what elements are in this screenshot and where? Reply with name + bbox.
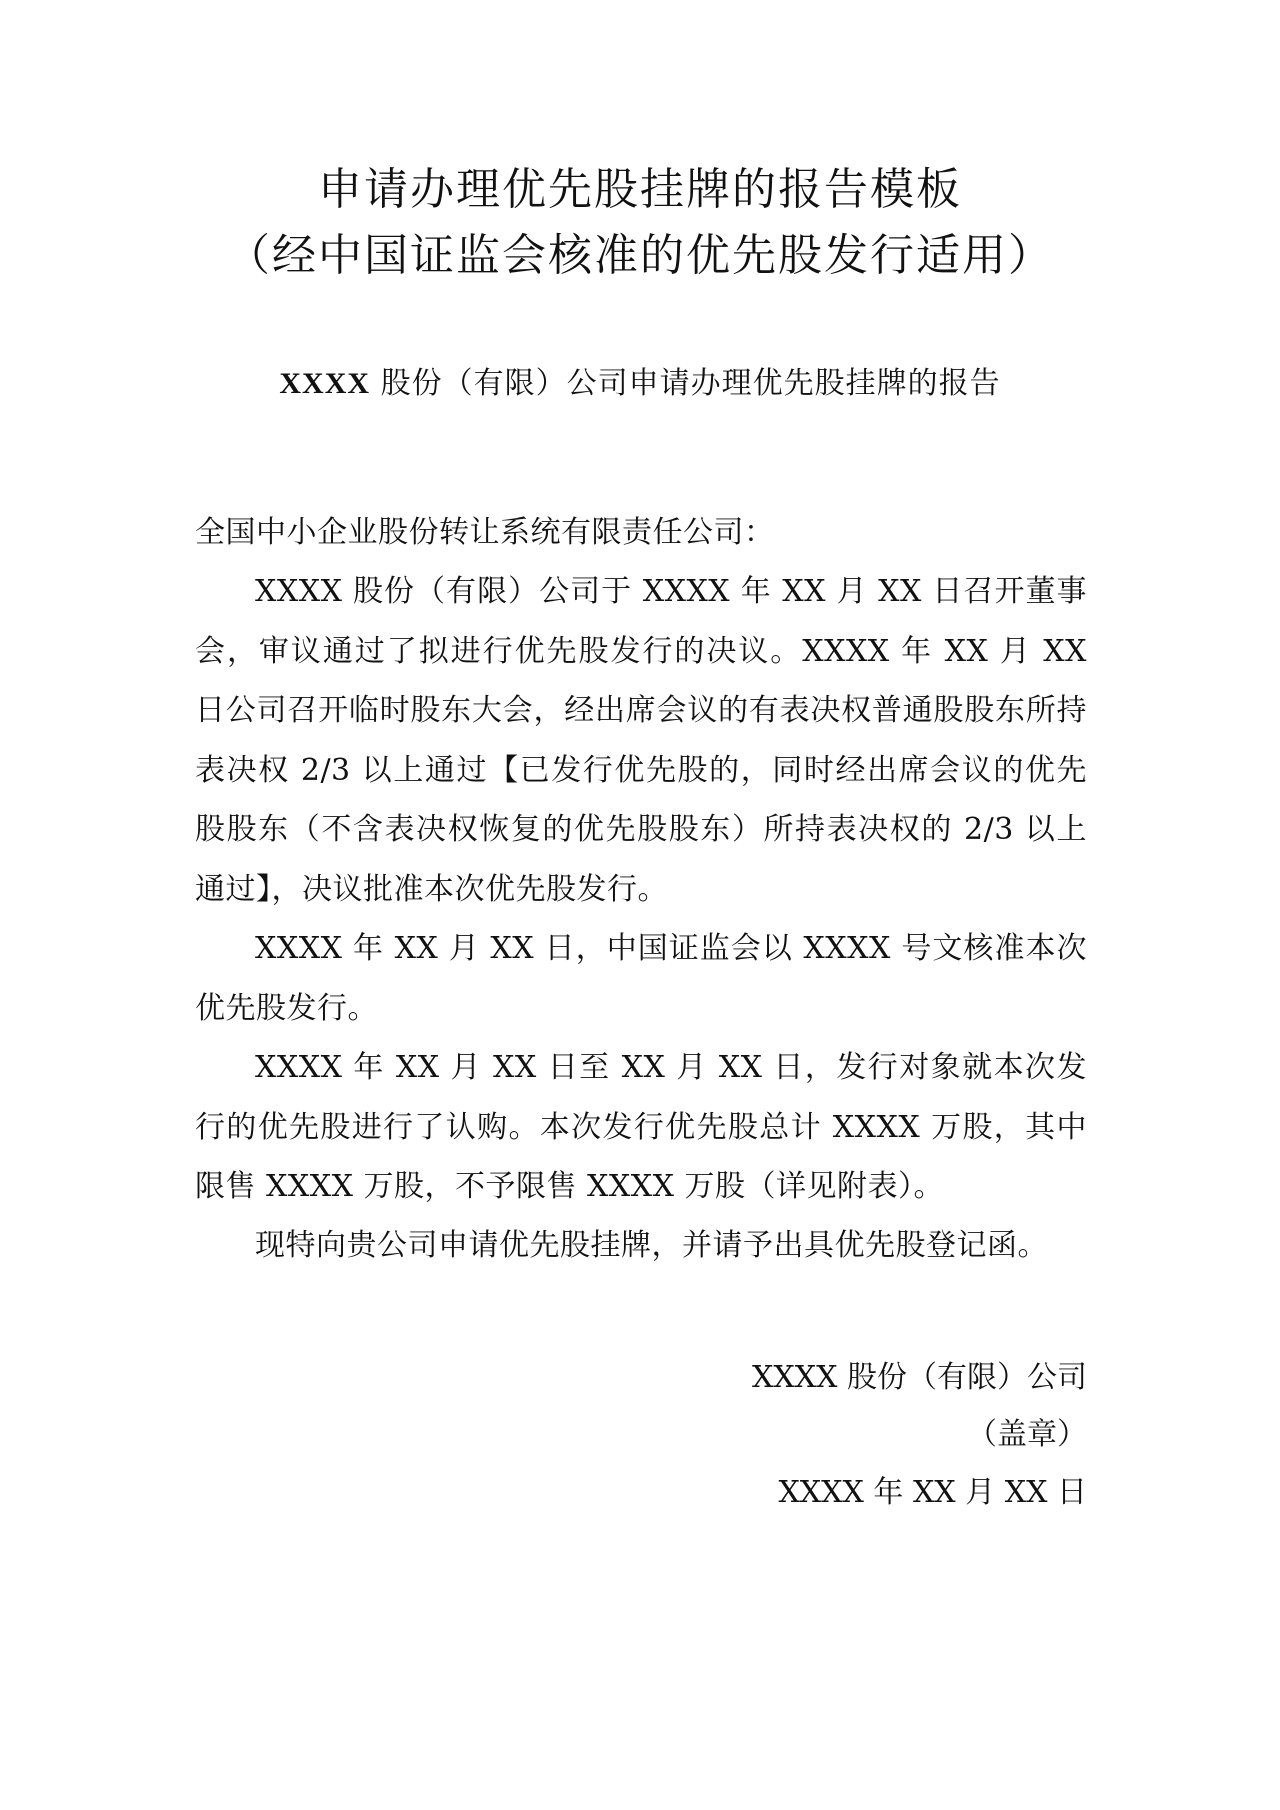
addressee: 全国中小企业股份转让系统有限责任公司： xyxy=(195,515,775,550)
paragraph-board-resolution: XXXX 股份（有限）公司于 XXXX 年 XX 月 XX 日召开董事会，审议通过了拟进行优先股发行的决议。XXXX 年 XX 月 XX 日公司召开临时股东大会，经出席会议的有表决权普通股股东所持表决权 2/3 以上通过【已发行优先股的，同时经出席会议的优先股股东（不含表决权恢复的优先股股东）所持表决权的 2/3 以上通过】，决议批准本次优先股发行。 xyxy=(195,574,1087,907)
signature-date: XXXX 年 XX 月 XX 日 xyxy=(778,1475,1087,1510)
report-heading xyxy=(0,360,1280,408)
report-heading-company: XXXX xyxy=(279,367,371,400)
report-heading-text: 股份（有限）公司申请办理优先股挂牌的报告 xyxy=(370,366,1001,401)
document-title: 申请办理优先股挂牌的报告模板 xyxy=(318,164,962,215)
paragraph-csrc-approval: XXXX 年 XX 月 XX 日，中国证监会以 XXXX 号文核准本次优先股发行。 xyxy=(195,931,1087,1026)
document-title-note: （经中国证监会核准的优先股发行适用） xyxy=(226,230,1054,281)
paragraph-request: 现特向贵公司申请优先股挂牌，并请予出具优先股登记函。 xyxy=(255,1228,1048,1263)
paragraph-subscription: XXXX 年 XX 月 XX 日至 XX 月 XX 日，发行对象就本次发行的优先股进行了认购。本次发行优先股总计 XXXX 万股，其中限售 XXXX 万股，不予限售 XXXX 万股（详见附表）。 xyxy=(195,1050,1087,1204)
signature-seal: （盖章） xyxy=(967,1417,1087,1452)
signature-company: XXXX 股份（有限）公司 xyxy=(752,1360,1087,1395)
